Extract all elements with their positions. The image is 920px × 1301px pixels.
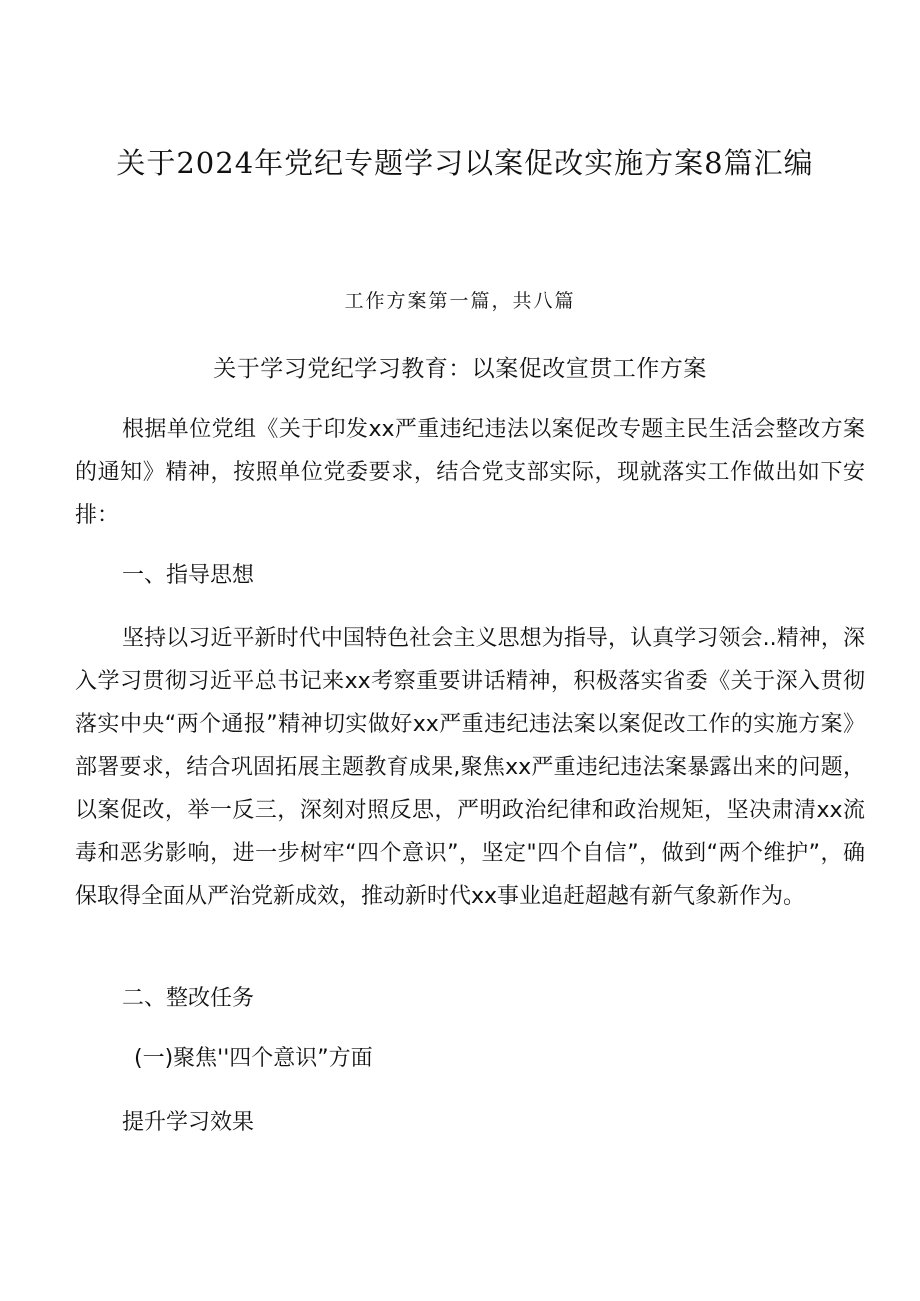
guiding-ideology-paragraph: 坚持以习近平新时代中国特色社会主义思想为指导，认真学习领会..精神，深入学习贯彻习近平总书记来xx考察重要讲话精神，积极落实省委《关于深入贯彻落实中央“两个通报”精神切实做好xx严重违纪违法案以案促改工作的实施方案》部署要求，结合巩固拓展主题教育成果,聚焦xx严重违纪违法案暴露出来的问题，以案促改，举一反三，深刻对照反思，严明政治纪律和政治规矩，坚决肃清xx流毒和恶劣影响，进一步树牢“四个意识”，坚定"四个自信”，做到“两个维护”，确保取得全面从严治党新成效，推动新时代xx事业追赶超越有新气象新作为。 (75, 626, 865, 909)
document-subheading: 工作方案第一篇，共八篇 (344, 290, 576, 312)
heading-guiding-ideology: 一、指导思想 (122, 563, 255, 588)
section-title: 关于学习党纪学习教育：以案促改宣贯工作方案 (213, 356, 707, 382)
heading-rectification-tasks: 二、整改任务 (122, 986, 255, 1011)
intro-paragraph: 根据单位党组《关于印发xx严重违纪违法以案促改专题主民生活会整改方案的通知》精神，按照单位党委要求，结合党支部实际，现就落实工作做出如下安排： (75, 417, 865, 528)
document-title: 关于2024年党纪专题学习以案促改实施方案8篇汇编 (116, 146, 814, 181)
subheading-improve-learning: 提升学习效果 (122, 1110, 255, 1135)
subheading-four-consciousness: (一)聚焦''四个意识”方面 (134, 1046, 373, 1071)
